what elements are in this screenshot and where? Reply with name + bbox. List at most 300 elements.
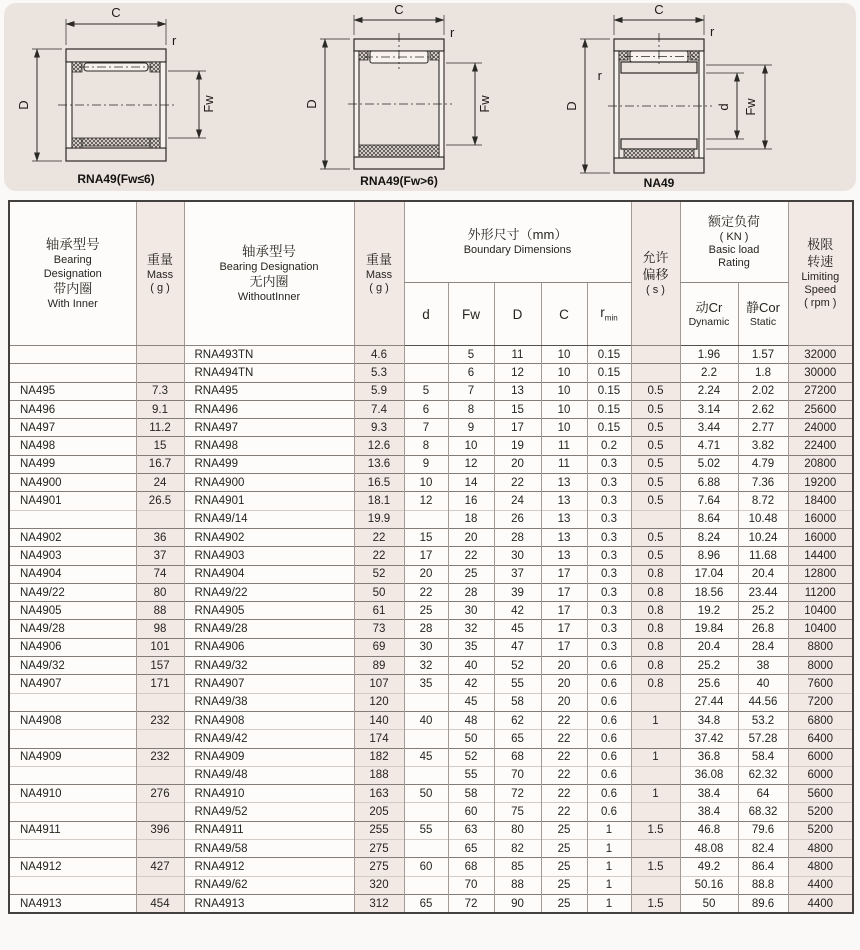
cell-s: 0.8 xyxy=(631,602,680,620)
cell-D: 58 xyxy=(494,693,541,711)
cell-rna: RNA4913 xyxy=(184,894,354,913)
cell-fw: 60 xyxy=(448,803,494,821)
cell-r: 0.3 xyxy=(587,528,631,546)
cell-rpm: 5600 xyxy=(788,785,853,803)
table-row xyxy=(9,785,853,803)
cell-cor: 38 xyxy=(738,657,788,675)
header-text: ( rpm ) xyxy=(804,296,837,309)
cell-cr: 5.02 xyxy=(680,455,738,473)
cell-s xyxy=(631,346,680,364)
table-row xyxy=(9,346,853,364)
cell-rna: RNA49/58 xyxy=(184,840,354,858)
cell-s: 0.8 xyxy=(631,620,680,638)
cell-D: 17 xyxy=(494,419,541,437)
cell-r: 0.3 xyxy=(587,565,631,583)
header-text: r xyxy=(600,305,605,321)
header-text: 轴承型号 xyxy=(242,243,296,259)
diagram-na49 xyxy=(564,3,772,190)
cell-cr: 1.96 xyxy=(680,346,738,364)
cell-m1: 232 xyxy=(136,748,184,766)
cell-d: 12 xyxy=(404,492,448,510)
cell-rna: RNA4906 xyxy=(184,638,354,656)
header-text: Designation xyxy=(43,267,102,280)
cell-D: 65 xyxy=(494,730,541,748)
cell-m2: 275 xyxy=(354,840,404,858)
header-limiting-speed xyxy=(788,201,853,346)
header-basic-load-rating xyxy=(680,201,788,283)
cell-rpm: 7600 xyxy=(788,675,853,693)
cell-fw: 52 xyxy=(448,748,494,766)
cell-fw: 18 xyxy=(448,510,494,528)
cell-C: 10 xyxy=(541,400,587,418)
cell-rpm: 16000 xyxy=(788,528,853,546)
cell-rpm: 7200 xyxy=(788,693,853,711)
cell-s: 0.8 xyxy=(631,657,680,675)
cell-s: 1 xyxy=(631,748,680,766)
table-row xyxy=(9,620,853,638)
cell-rpm: 4800 xyxy=(788,858,853,876)
cell-m1: 101 xyxy=(136,638,184,656)
cell-r: 0.6 xyxy=(587,766,631,784)
cell-D: 68 xyxy=(494,748,541,766)
cell-m1 xyxy=(136,510,184,528)
cell-na xyxy=(9,693,136,711)
cell-rpm: 10400 xyxy=(788,602,853,620)
cell-cor: 79.6 xyxy=(738,821,788,839)
cell-na: NA4909 xyxy=(9,748,136,766)
cell-m1 xyxy=(136,766,184,784)
table-row xyxy=(9,803,853,821)
header-with-inner xyxy=(9,201,136,346)
cell-m1: 7.3 xyxy=(136,382,184,400)
dim-label-D: D xyxy=(564,101,579,111)
cell-C: 17 xyxy=(541,602,587,620)
cell-cor: 68.32 xyxy=(738,803,788,821)
cell-rpm: 20800 xyxy=(788,455,853,473)
cell-D: 13 xyxy=(494,382,541,400)
diagram-rna49-large xyxy=(304,3,492,188)
cell-cor: 3.82 xyxy=(738,437,788,455)
cell-d xyxy=(404,346,448,364)
cell-D: 30 xyxy=(494,547,541,565)
diagram-rna49-small xyxy=(16,5,216,186)
cell-cor: 82.4 xyxy=(738,840,788,858)
cell-s: 0.5 xyxy=(631,400,680,418)
cell-m2: 4.6 xyxy=(354,346,404,364)
header-text: WithoutInner xyxy=(237,291,301,304)
cell-C: 11 xyxy=(541,437,587,455)
cell-m2: 320 xyxy=(354,876,404,894)
dim-label-r: r xyxy=(450,25,455,40)
cell-r: 0.3 xyxy=(587,492,631,510)
dim-label-D: D xyxy=(16,100,31,110)
cell-C: 25 xyxy=(541,840,587,858)
table-row xyxy=(9,474,853,492)
cell-rna: RNA4907 xyxy=(184,675,354,693)
cell-rna: RNA49/42 xyxy=(184,730,354,748)
cell-m2: 5.9 xyxy=(354,382,404,400)
header-dim-rmin xyxy=(587,283,631,346)
cell-r: 0.3 xyxy=(587,474,631,492)
cell-rna: RNA497 xyxy=(184,419,354,437)
cell-s xyxy=(631,803,680,821)
cell-s: 0.5 xyxy=(631,455,680,473)
cell-cr: 17.04 xyxy=(680,565,738,583)
cell-C: 25 xyxy=(541,858,587,876)
cell-s: 0.8 xyxy=(631,565,680,583)
header-text: 轴承型号 xyxy=(45,237,100,253)
cell-cr: 8.64 xyxy=(680,510,738,528)
cell-m1 xyxy=(136,693,184,711)
cell-cor: 26.8 xyxy=(738,620,788,638)
cell-C: 13 xyxy=(541,528,587,546)
cell-rna: RNA4900 xyxy=(184,474,354,492)
table-row xyxy=(9,876,853,894)
cell-rpm: 6400 xyxy=(788,730,853,748)
header-text: Limiting xyxy=(801,270,840,283)
header-text: Basic load xyxy=(708,243,760,256)
dim-label-fw: Fw xyxy=(201,95,216,113)
table-row xyxy=(9,858,853,876)
cell-fw: 7 xyxy=(448,382,494,400)
cell-C: 20 xyxy=(541,675,587,693)
cell-m1: 427 xyxy=(136,858,184,876)
dim-label-fw: Fw xyxy=(743,98,758,116)
cell-D: 12 xyxy=(494,364,541,382)
cell-cor: 53.2 xyxy=(738,711,788,729)
cell-na: NA49/28 xyxy=(9,620,136,638)
cell-na: NA4907 xyxy=(9,675,136,693)
cell-s: 1.5 xyxy=(631,858,680,876)
cell-rna: RNA49/22 xyxy=(184,583,354,601)
cell-r: 0.6 xyxy=(587,711,631,729)
cell-d: 60 xyxy=(404,858,448,876)
cell-C: 25 xyxy=(541,894,587,913)
cell-r: 0.6 xyxy=(587,748,631,766)
cell-fw: 55 xyxy=(448,766,494,784)
cell-rpm: 22400 xyxy=(788,437,853,455)
cell-d: 50 xyxy=(404,785,448,803)
header-text: ( s ) xyxy=(646,283,665,296)
table-row xyxy=(9,730,853,748)
cell-cor: 40 xyxy=(738,675,788,693)
cell-rna: RNA4910 xyxy=(184,785,354,803)
cell-rpm: 32000 xyxy=(788,346,853,364)
cell-r: 1 xyxy=(587,876,631,894)
cell-r: 0.3 xyxy=(587,620,631,638)
cell-r: 0.3 xyxy=(587,602,631,620)
cell-r: 0.15 xyxy=(587,382,631,400)
cell-m1 xyxy=(136,876,184,894)
header-text: Speed xyxy=(804,283,837,296)
cell-D: 24 xyxy=(494,492,541,510)
cell-cr: 3.14 xyxy=(680,400,738,418)
cell-m2: 312 xyxy=(354,894,404,913)
cell-rpm: 8000 xyxy=(788,657,853,675)
cell-r: 0.3 xyxy=(587,510,631,528)
cell-fw: 45 xyxy=(448,693,494,711)
cell-m2: 9.3 xyxy=(354,419,404,437)
cell-m2: 13.6 xyxy=(354,455,404,473)
cell-D: 70 xyxy=(494,766,541,784)
cell-rna: RNA4901 xyxy=(184,492,354,510)
cell-m2: 140 xyxy=(354,711,404,729)
cell-r: 0.15 xyxy=(587,364,631,382)
cell-fw: 8 xyxy=(448,400,494,418)
cell-C: 13 xyxy=(541,492,587,510)
cell-C: 10 xyxy=(541,346,587,364)
table-row xyxy=(9,565,853,583)
cell-D: 42 xyxy=(494,602,541,620)
cell-m2: 73 xyxy=(354,620,404,638)
cell-fw: 5 xyxy=(448,346,494,364)
cell-s xyxy=(631,730,680,748)
cell-na xyxy=(9,346,136,364)
header-text: 动Cr xyxy=(695,299,723,315)
header-text: Static xyxy=(749,316,777,329)
cell-rpm: 8800 xyxy=(788,638,853,656)
cell-cr: 7.64 xyxy=(680,492,738,510)
header-dim-d: d xyxy=(404,283,448,346)
cell-C: 17 xyxy=(541,638,587,656)
cell-rna: RNA49/32 xyxy=(184,657,354,675)
cell-D: 11 xyxy=(494,346,541,364)
cell-r: 0.3 xyxy=(587,583,631,601)
cell-m1: 171 xyxy=(136,675,184,693)
cell-s: 0.5 xyxy=(631,492,680,510)
cell-d xyxy=(404,730,448,748)
cell-C: 17 xyxy=(541,620,587,638)
cell-m1: 276 xyxy=(136,785,184,803)
cell-m2: 163 xyxy=(354,785,404,803)
cell-na: NA4903 xyxy=(9,547,136,565)
cell-d xyxy=(404,803,448,821)
table-row xyxy=(9,657,853,675)
cell-cor: 20.4 xyxy=(738,565,788,583)
cell-cor: 86.4 xyxy=(738,858,788,876)
cell-C: 22 xyxy=(541,785,587,803)
cell-d: 25 xyxy=(404,602,448,620)
header-text: 带内圈 xyxy=(53,280,93,296)
cell-fw: 68 xyxy=(448,858,494,876)
cell-C: 22 xyxy=(541,803,587,821)
table-row xyxy=(9,382,853,400)
cell-r: 0.15 xyxy=(587,346,631,364)
table-row xyxy=(9,455,853,473)
table-row xyxy=(9,528,853,546)
cell-rpm: 16000 xyxy=(788,510,853,528)
cell-cr: 19.84 xyxy=(680,620,738,638)
table-row xyxy=(9,675,853,693)
cell-cr: 25.2 xyxy=(680,657,738,675)
cell-na: NA497 xyxy=(9,419,136,437)
table-row xyxy=(9,492,853,510)
cell-C: 10 xyxy=(541,382,587,400)
cell-s xyxy=(631,840,680,858)
cell-na: NA49/32 xyxy=(9,657,136,675)
header-dim-C: C xyxy=(541,283,587,346)
cell-s xyxy=(631,766,680,784)
cell-m2: 107 xyxy=(354,675,404,693)
bearing-diagrams xyxy=(4,3,856,191)
cell-na: NA4913 xyxy=(9,894,136,913)
cell-C: 17 xyxy=(541,565,587,583)
cell-m1: 24 xyxy=(136,474,184,492)
dim-label-r2: r xyxy=(597,68,602,83)
table-row xyxy=(9,894,853,913)
cell-s xyxy=(631,693,680,711)
cell-na: NA4901 xyxy=(9,492,136,510)
cell-fw: 32 xyxy=(448,620,494,638)
cell-m2: 275 xyxy=(354,858,404,876)
cell-cor: 4.79 xyxy=(738,455,788,473)
cell-cr: 50 xyxy=(680,894,738,913)
cell-cr: 2.2 xyxy=(680,364,738,382)
cell-C: 11 xyxy=(541,455,587,473)
dim-label-fw: Fw xyxy=(477,95,492,113)
cell-D: 19 xyxy=(494,437,541,455)
cell-fw: 6 xyxy=(448,364,494,382)
header-permissible-offset xyxy=(631,201,680,346)
header-text: Bearing xyxy=(53,254,92,267)
cell-cr: 38.4 xyxy=(680,803,738,821)
cell-fw: 12 xyxy=(448,455,494,473)
cell-C: 25 xyxy=(541,876,587,894)
cell-m2: 120 xyxy=(354,693,404,711)
cell-D: 45 xyxy=(494,620,541,638)
cell-rna: RNA49/48 xyxy=(184,766,354,784)
cell-cr: 49.2 xyxy=(680,858,738,876)
cell-rpm: 14400 xyxy=(788,547,853,565)
cell-rna: RNA49/52 xyxy=(184,803,354,821)
cell-r: 1 xyxy=(587,821,631,839)
cell-d: 9 xyxy=(404,455,448,473)
cell-m2: 89 xyxy=(354,657,404,675)
table-row xyxy=(9,419,853,437)
cell-d: 7 xyxy=(404,419,448,437)
cell-cor: 89.6 xyxy=(738,894,788,913)
cell-C: 22 xyxy=(541,748,587,766)
cell-m2: 50 xyxy=(354,583,404,601)
cell-r: 0.6 xyxy=(587,803,631,821)
cell-m2: 182 xyxy=(354,748,404,766)
cell-na xyxy=(9,510,136,528)
cell-cor: 44.56 xyxy=(738,693,788,711)
cell-r: 0.6 xyxy=(587,785,631,803)
cell-rna: RNA499 xyxy=(184,455,354,473)
cell-cr: 36.08 xyxy=(680,766,738,784)
cell-D: 90 xyxy=(494,894,541,913)
diagram-panel xyxy=(4,3,856,191)
header-text: 极限 xyxy=(807,236,834,252)
cell-cor: 62.32 xyxy=(738,766,788,784)
cell-fw: 14 xyxy=(448,474,494,492)
header-dim-D: D xyxy=(494,283,541,346)
cell-rpm: 25600 xyxy=(788,400,853,418)
cell-m1: 37 xyxy=(136,547,184,565)
cell-m2: 7.4 xyxy=(354,400,404,418)
cell-s xyxy=(631,876,680,894)
cell-D: 26 xyxy=(494,510,541,528)
cell-m2: 205 xyxy=(354,803,404,821)
cell-na xyxy=(9,840,136,858)
cell-na: NA4904 xyxy=(9,565,136,583)
cell-d: 6 xyxy=(404,400,448,418)
cell-r: 1 xyxy=(587,858,631,876)
cell-cor: 88.8 xyxy=(738,876,788,894)
cell-rna: RNA495 xyxy=(184,382,354,400)
cell-C: 20 xyxy=(541,657,587,675)
cell-cor: 2.02 xyxy=(738,382,788,400)
cell-d: 20 xyxy=(404,565,448,583)
cell-m2: 22 xyxy=(354,547,404,565)
cell-s: 0.5 xyxy=(631,437,680,455)
cell-m1: 98 xyxy=(136,620,184,638)
cell-d xyxy=(404,766,448,784)
cell-C: 20 xyxy=(541,693,587,711)
header-text: Dynamic xyxy=(688,316,730,329)
cell-m1: 9.1 xyxy=(136,400,184,418)
cell-na xyxy=(9,364,136,382)
cell-D: 72 xyxy=(494,785,541,803)
cell-rpm: 12800 xyxy=(788,565,853,583)
header-static-cor xyxy=(738,283,788,346)
cell-r: 0.3 xyxy=(587,638,631,656)
cell-r: 0.15 xyxy=(587,419,631,437)
table-body xyxy=(9,346,853,914)
cell-D: 82 xyxy=(494,840,541,858)
cell-cor: 2.62 xyxy=(738,400,788,418)
cell-rna: RNA4904 xyxy=(184,565,354,583)
cell-fw: 20 xyxy=(448,528,494,546)
cell-rpm: 4800 xyxy=(788,840,853,858)
cell-cor: 8.72 xyxy=(738,492,788,510)
cell-r: 1 xyxy=(587,894,631,913)
cell-fw: 10 xyxy=(448,437,494,455)
cell-rpm: 4400 xyxy=(788,876,853,894)
cell-m1: 16.7 xyxy=(136,455,184,473)
cell-fw: 58 xyxy=(448,785,494,803)
cell-rpm: 27200 xyxy=(788,382,853,400)
cell-D: 80 xyxy=(494,821,541,839)
dim-label-c: C xyxy=(111,5,121,20)
cell-cr: 19.2 xyxy=(680,602,738,620)
cell-cor: 1.57 xyxy=(738,346,788,364)
cell-d: 32 xyxy=(404,657,448,675)
cell-s: 1.5 xyxy=(631,894,680,913)
cell-fw: 63 xyxy=(448,821,494,839)
cell-C: 22 xyxy=(541,730,587,748)
cell-cr: 50.16 xyxy=(680,876,738,894)
cell-D: 22 xyxy=(494,474,541,492)
cell-D: 75 xyxy=(494,803,541,821)
cell-C: 22 xyxy=(541,711,587,729)
header-without-inner xyxy=(184,201,354,346)
cell-na: NA499 xyxy=(9,455,136,473)
cell-D: 85 xyxy=(494,858,541,876)
cell-rpm: 18400 xyxy=(788,492,853,510)
cell-m2: 188 xyxy=(354,766,404,784)
cell-fw: 48 xyxy=(448,711,494,729)
cell-C: 10 xyxy=(541,364,587,382)
cell-d: 10 xyxy=(404,474,448,492)
cell-m2: 174 xyxy=(354,730,404,748)
cell-rpm: 30000 xyxy=(788,364,853,382)
cell-s: 1 xyxy=(631,785,680,803)
cell-m1: 454 xyxy=(136,894,184,913)
header-boundary-dimensions xyxy=(404,201,631,283)
header-text: 重量 xyxy=(146,251,173,267)
